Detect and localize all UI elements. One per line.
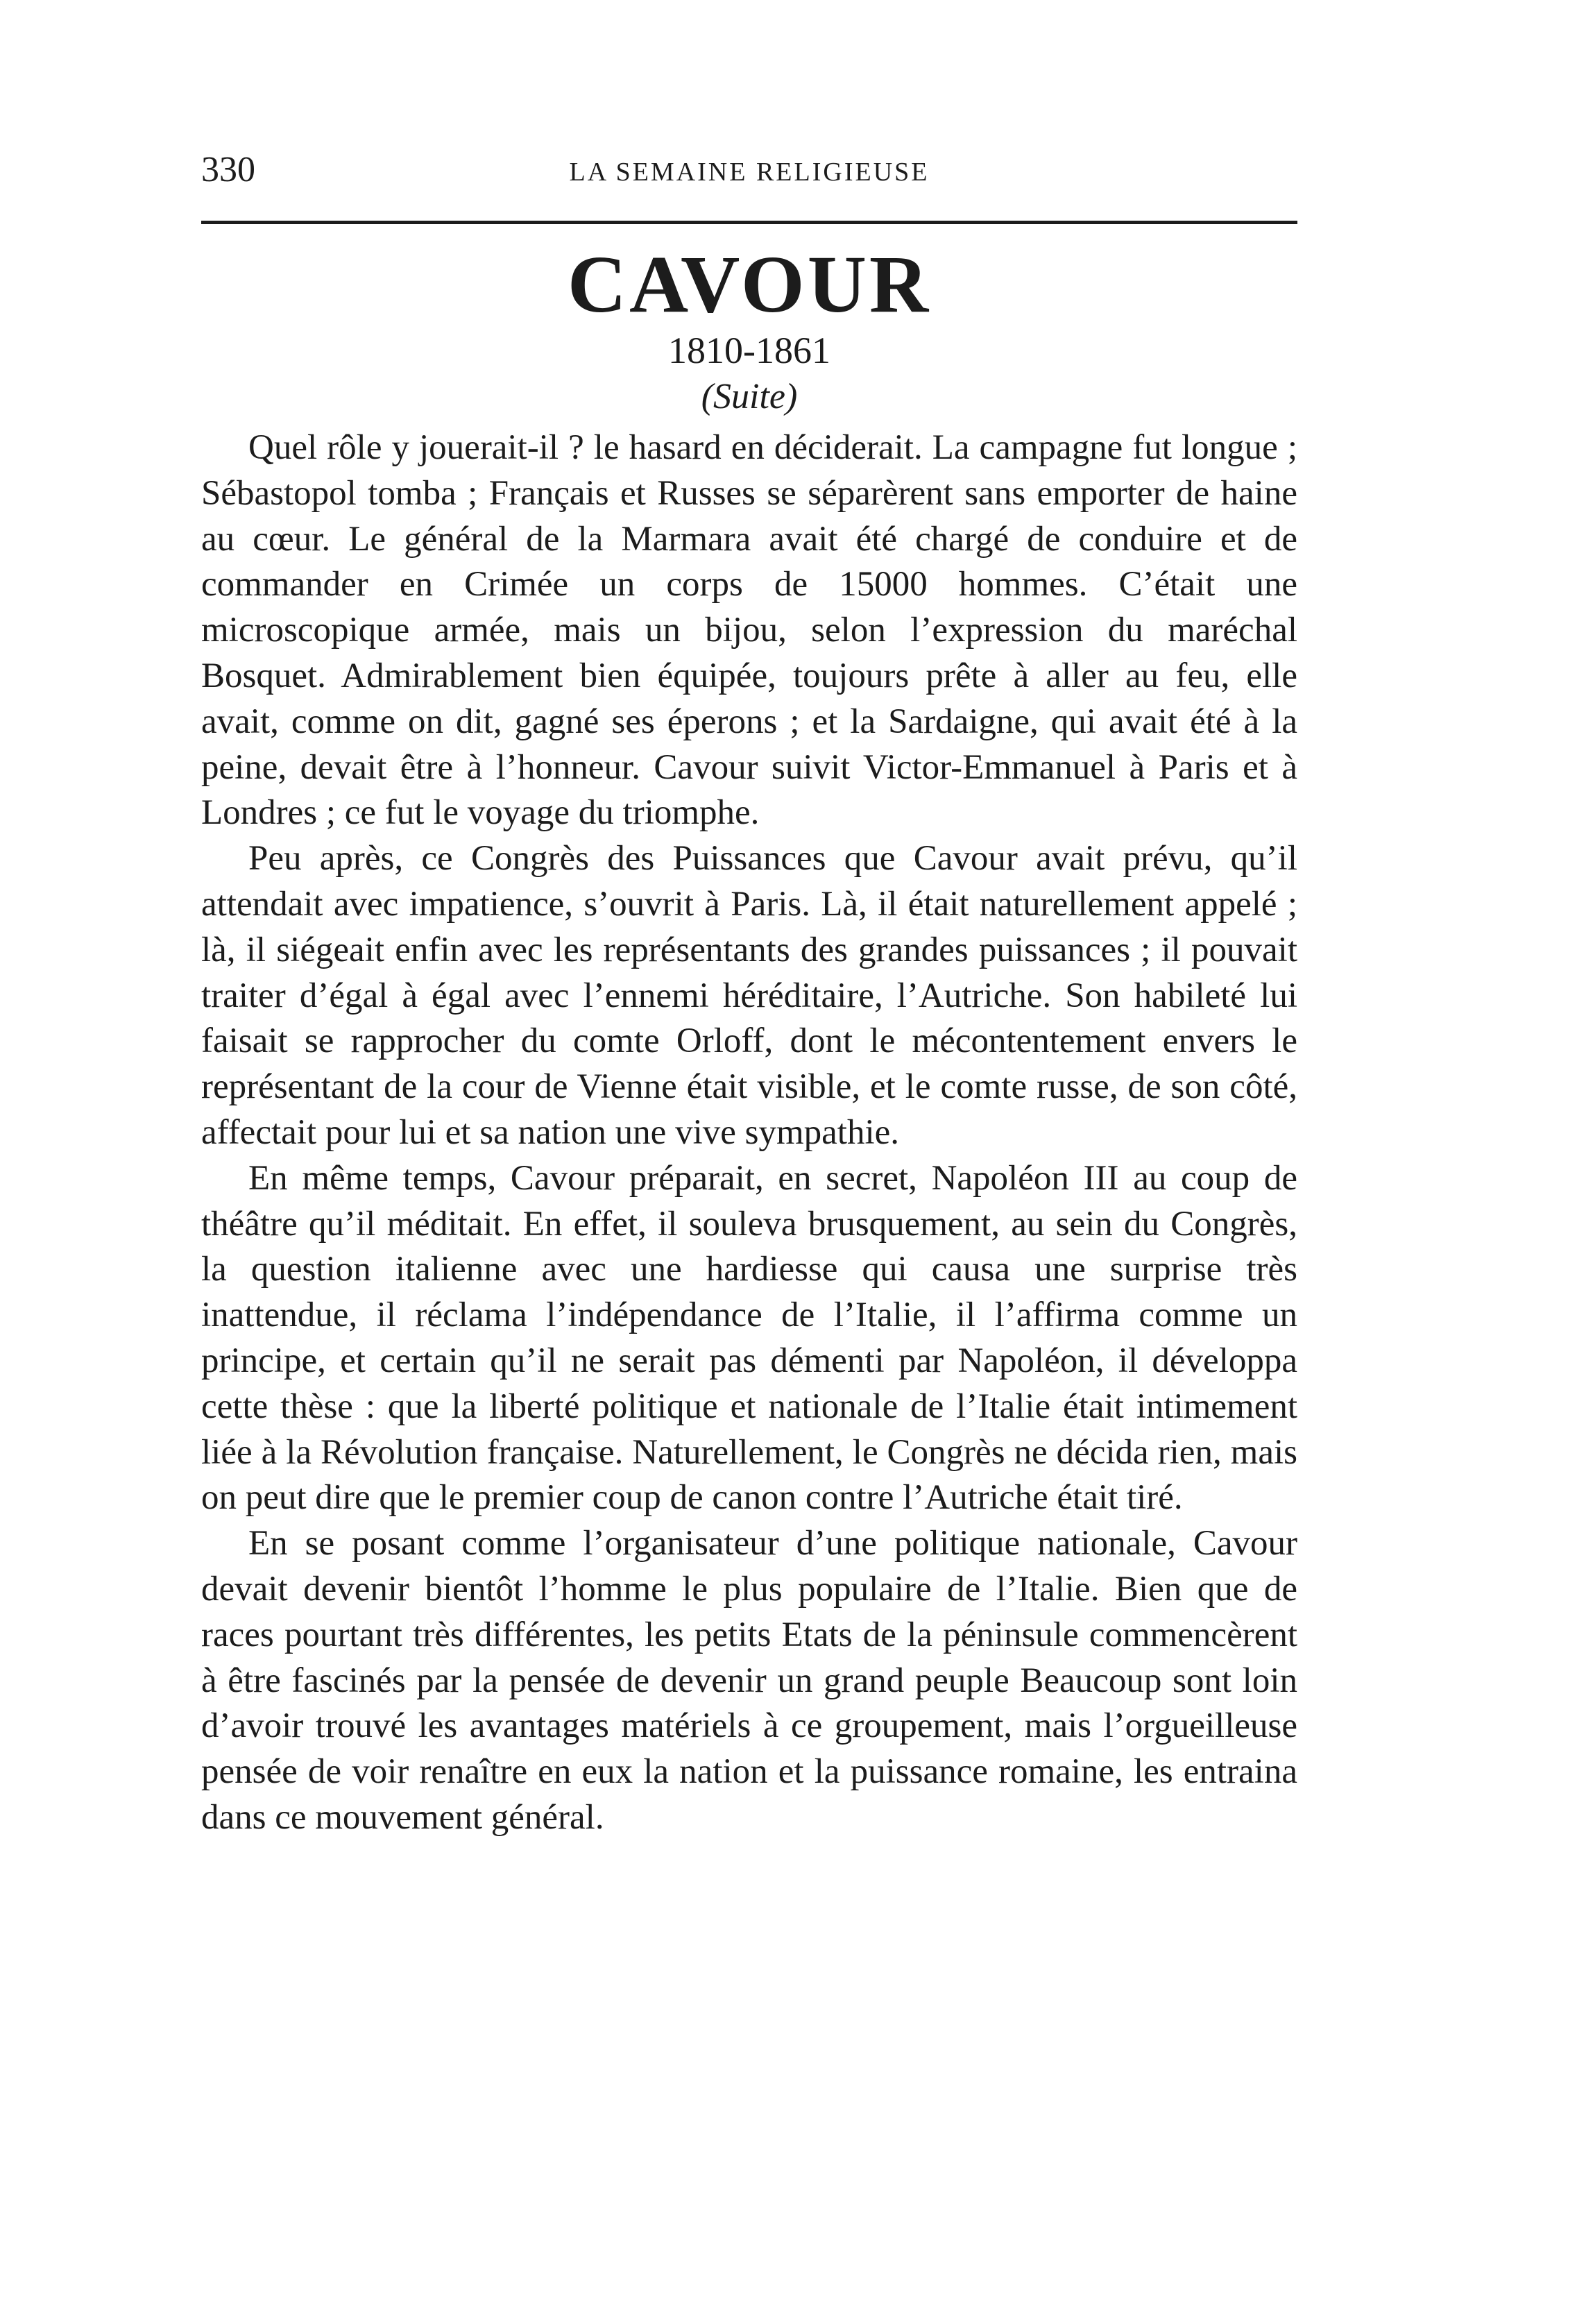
article-title: CAVOUR bbox=[567, 239, 932, 330]
paragraph: En même temps, Cavour préparait, en secret, Napoléon III au coup de théâtre qu’il méditait. En effet, il souleva brusquement, au sein du Congrès, la question italienne avec une hardiesse qui causa une surprise très inattendue, il réclama l’indépendance de l’Italie, il l’affirma comme un principe, et certain qu’il ne serait pas démenti par Napoléon, il développa cette thèse : que la liberté politique et nationale de l’Italie était intimement liée à la Révolution française. Naturellement, le Congrès ne décida rien, mais on peut dire que le premier coup de canon contre l’Autriche était tiré. bbox=[201, 1158, 1297, 1518]
paragraph: Quel rôle y jouerait-il ? le hasard en déciderait. La campagne fut longue ; Sébastopol tomba ; Français et Russes se séparèrent sans emporter de haine au cœur. Le général de la Marmara avait été chargé de conduire et de commander en Crimée un corps de 15000 hommes. C’était une microscopique armée, mais un bijou, selon l’expression du maréchal Bosquet. Admirablement bien équipée, toujours prête à aller au feu, elle avait, comme on dit, gagné ses éperons ; et la Sardaigne, qui avait été à la peine, devait être à l’honneur. Cavour suivit Victor-Emmanuel à Paris et à Londres ; ce fut le voyage du triomphe. bbox=[201, 428, 1297, 833]
article-continued-label: (Suite) bbox=[701, 377, 798, 416]
header-rule bbox=[201, 221, 1297, 224]
running-head: LA SEMAINE RELIGIEUSE bbox=[569, 158, 930, 187]
page-header bbox=[201, 146, 1297, 194]
paragraph: En se posant comme l’organisateur d’une politique nationale, Cavour devait devenir bientôt l’homme le plus populaire de l’Italie. Bien que de races pourtant très différentes, les petits Etats de la péninsule commencèrent à être fascinés par la pensée de devenir un grand peuple Beaucoup sont loin d’avoir trouvé les avantages matériels à ce groupement, mais l’orgueilleuse pensée de voir renaître en eux la nation et la puissance romaine, les entraina dans ce mouvement général. bbox=[201, 1524, 1297, 1837]
article-years: 1810-1861 bbox=[668, 330, 830, 371]
article-body bbox=[201, 425, 1297, 1841]
paragraph: Peu après, ce Congrès des Puissances que Cavour avait prévu, qu’il attendait avec impatience, s’ouvrit à Paris. Là, il était naturellement appelé ; là, il siégeait enfin avec les représentants des grandes puissances ; il pouvait traiter d’égal à égal avec l’ennemi héréditaire, l’Autriche. Son habileté lui faisait se rapprocher du comte Orloff, dont le mécontentement envers le représentant de la cour de Vienne était visible, et le comte russe, de son côté, affectait pour lui et sa nation une vive sympathie. bbox=[201, 839, 1297, 1152]
page-number: 330 bbox=[201, 150, 255, 189]
